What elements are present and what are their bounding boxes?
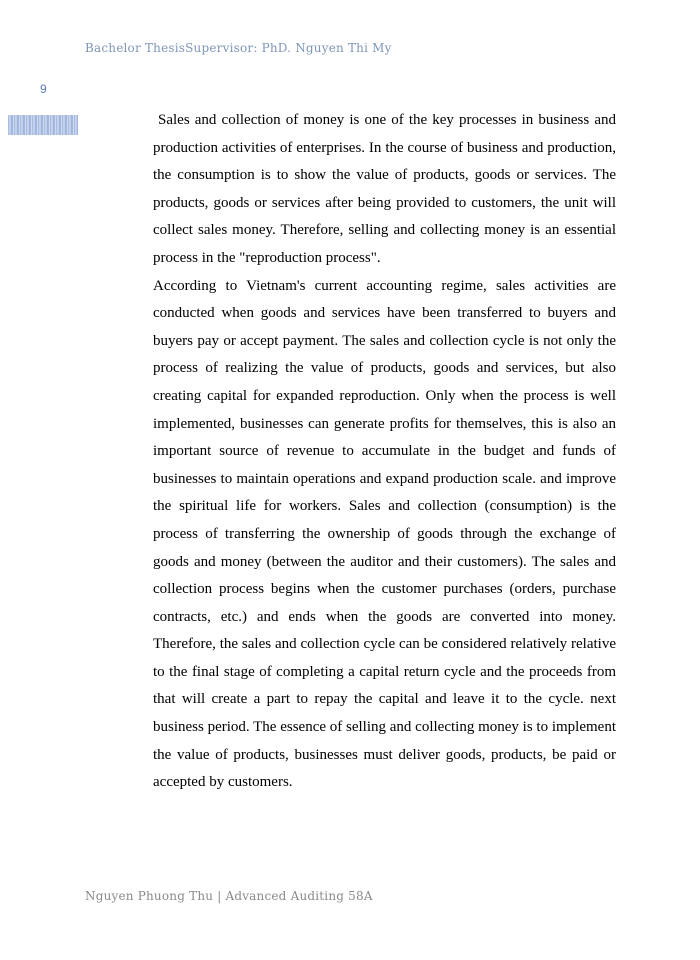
page-header: Bachelor ThesisSupervisor: PhD. Nguyen Thi My — [85, 41, 392, 55]
page-number: 9 — [40, 82, 47, 96]
body-text — [153, 107, 616, 797]
paragraph-1: Sales and collection of money is one of the key processes in business and production activities of enterprises. In the course of business and production, the consumption is to show the value of products, goods or services. The products, goods or services after being provided to customers, the unit will collect sales money. Therefore, selling and collecting money is an essential process in the "reproduction process". — [153, 112, 616, 266]
paragraph-2: According to Vietnam's current accounting regime, sales activities are conducted when goods and services have been transferred to buyers and buyers pay or accept payment. The sales and collection cycle is not only the process of realizing the value of products, goods and services, but also creating capital for expanded reproduction. Only when the process is well implemented, businesses can generate profits for themselves, this is also an important source of revenue to accumulate in the budget and funds of businesses to maintain operations and expand production scale. and improve the spiritual life for workers. Sales and collection (consumption) is the process of transferring the ownership of goods through the exchange of goods and money (between the auditor and their customers). The sales and collection process begins when the customer purchases (orders, purchase contracts, etc.) and ends when the goods are converted into money. Therefore, the sales and collection cycle can be considered relatively relative to the final stage of completing a capital return cycle and the proceeds from that will create a part to repay the capital and leave it to the cycle. next business period. The essence of selling and collecting money is to implement the value of products, businesses must deliver goods, products, be paid or accepted by customers. — [153, 277, 616, 791]
page-marker-decoration — [8, 115, 78, 135]
page-footer: Nguyen Phuong Thu | Advanced Auditing 58A — [85, 889, 373, 903]
